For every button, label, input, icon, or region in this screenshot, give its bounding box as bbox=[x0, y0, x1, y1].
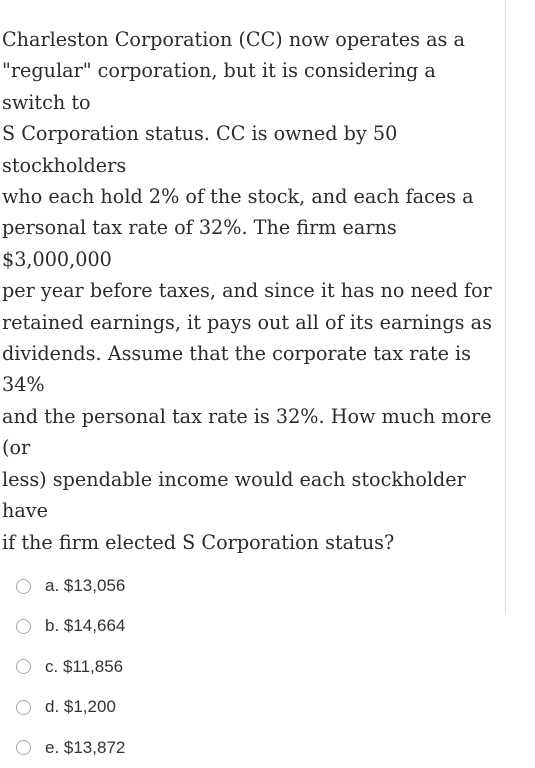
option-label-b: b. $14,664 bbox=[45, 616, 126, 636]
radio-button-e[interactable] bbox=[16, 740, 31, 755]
option-d[interactable] bbox=[16, 687, 500, 727]
option-a[interactable] bbox=[16, 566, 500, 606]
option-c[interactable] bbox=[16, 647, 500, 687]
radio-button-c[interactable] bbox=[16, 659, 31, 674]
radio-button-b[interactable] bbox=[16, 619, 31, 634]
question-text: Charleston Corporation (CC) now operates as a "regular" corporation, but it is considering a switch to S Corporation status. CC is owned by 50 stockholders who each hold 2% of the stock, and each faces a personal tax rate of 32%. The firm earns $3,000,000 per year before taxes, and since it has no need for retained earnings, it pays out all of its earnings as dividends. Assume that the corporate tax rate is 34% and the personal tax rate is 32%. How much more (or less) spendable income would each stockholder have if the firm elected S Corporation status? bbox=[2, 28, 492, 554]
panel-divider bbox=[505, 0, 506, 615]
radio-button-a[interactable] bbox=[16, 579, 31, 594]
radio-button-d[interactable] bbox=[16, 700, 31, 715]
option-label-c: c. $11,856 bbox=[45, 656, 124, 676]
answer-options bbox=[2, 566, 500, 768]
option-b[interactable] bbox=[16, 606, 500, 646]
option-label-a: a. $13,056 bbox=[45, 576, 126, 596]
question-panel bbox=[2, 24, 500, 768]
option-e[interactable] bbox=[16, 727, 500, 767]
option-label-d: d. $1,200 bbox=[45, 697, 116, 717]
option-label-e: e. $13,872 bbox=[45, 737, 126, 757]
